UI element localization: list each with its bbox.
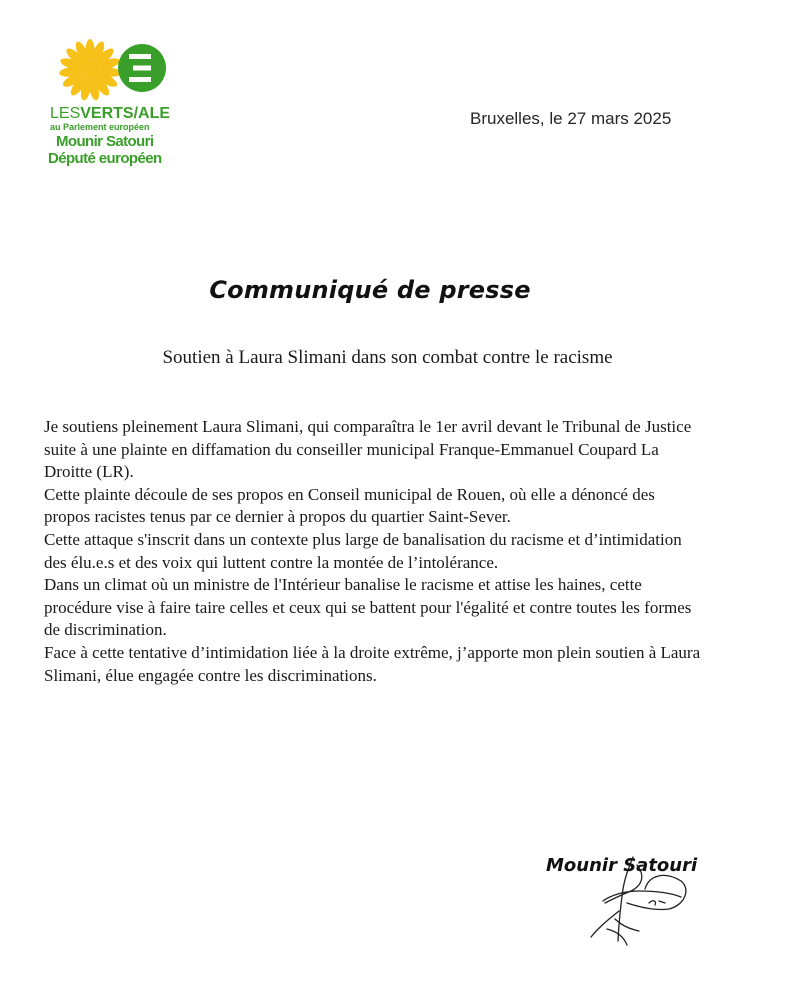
body-paragraph: Cette attaque s'inscrit dans un contexte plus large de banalisation du racisme et d’intimidation des élu.e.s et des voix qui luttent contre la montée de l’intolérance. <box>44 529 682 572</box>
place-date: Bruxelles, le 27 mars 2025 <box>470 109 672 128</box>
logo-mep-role: Député européen <box>48 150 162 167</box>
logo-brand-verts-ale: VERTS/ALE <box>80 105 171 122</box>
green-e-icon <box>118 44 166 92</box>
logo <box>44 38 194 168</box>
signatory-name: Mounir Satouri <box>546 855 698 876</box>
logo-brand-les: LES <box>50 105 81 122</box>
document-title: Communiqué de presse <box>209 276 531 304</box>
body-paragraph: Cette plainte découle de ses propos en Conseil municipal de Rouen, où elle a dénoncé des propos racistes tenus par ce dernier à propos du quartier Saint-Sever. <box>44 484 655 527</box>
logo-subtitle: au Parlement européen <box>50 122 150 132</box>
document-subtitle: Soutien à Laura Slimani dans son combat contre le racisme <box>162 347 613 368</box>
body-paragraph: Face à cette tentative d’intimidation liée à la droite extrême, j’apporte mon plein soutien à Laura Slimani, élue engagée contre les discriminations. <box>44 642 701 685</box>
logo-mep-name: Mounir Satouri <box>56 133 154 150</box>
press-release-body <box>44 416 704 687</box>
body-paragraph: Dans un climat où un ministre de l'Intérieur banalise le racisme et attise les haines, cette procédure vise à faire taire celles et ceux qui se battent pour l'égalité et contre toutes les formes de discrimination. <box>44 575 692 640</box>
sunflower-icon <box>59 39 122 101</box>
body-paragraph: Je soutiens pleinement Laura Slimani, qui comparaîtra le 1er avril devant le Tribunal de Justice suite à une plainte en diffamation du conseiller municipal Franque-Emmanuel Coupard La Droitte (LR). <box>44 417 692 482</box>
handwritten-signature-icon <box>585 845 695 955</box>
sunflower-e-logo-icon <box>50 38 180 106</box>
logo-brand <box>50 106 200 122</box>
